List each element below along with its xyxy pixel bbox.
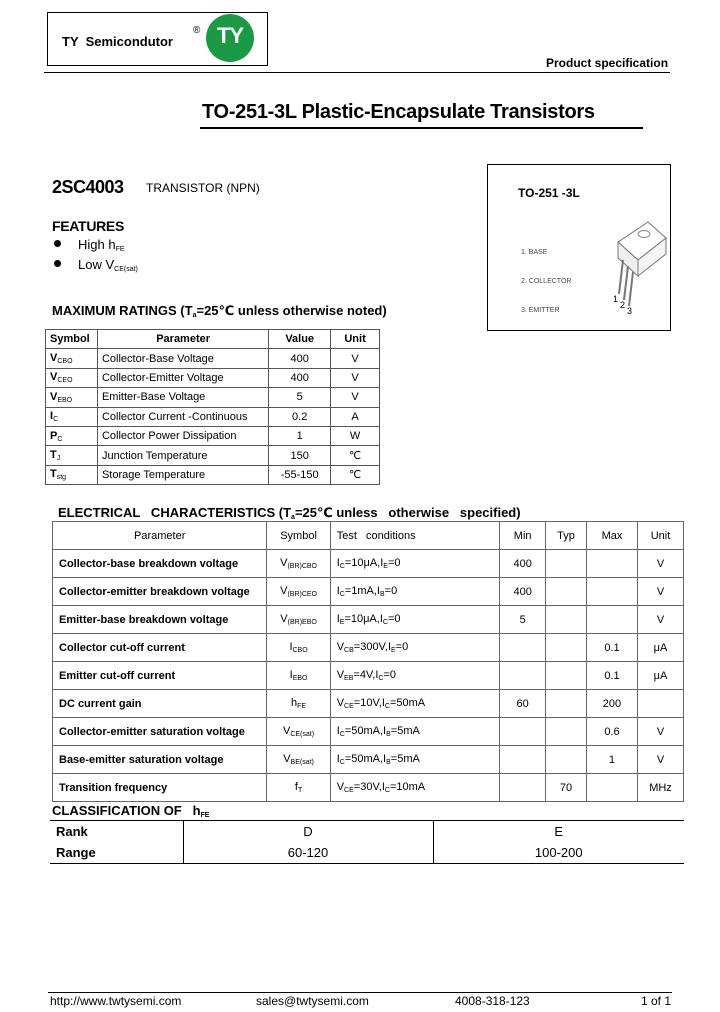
min-cell [500, 718, 546, 746]
parameter-cell: Base-emitter saturation voltage [53, 746, 267, 774]
logo-text: TY [216, 23, 244, 48]
header-cell: Value [269, 330, 331, 349]
package-title: TO-251 -3L [518, 186, 580, 200]
table-row [46, 407, 380, 426]
table-row [46, 388, 380, 407]
value-cell: 150 [269, 446, 331, 465]
typ-cell [546, 634, 587, 662]
unit-cell: V [331, 388, 380, 407]
table-row [53, 718, 684, 746]
table-row [53, 606, 684, 634]
condition-cell: $I_C=1mA,I_B=0$ [330, 578, 499, 606]
unit-cell: V [638, 606, 684, 634]
table-row [50, 821, 684, 843]
max-cell [586, 774, 637, 802]
footer-phone: 4008-318-123 [455, 994, 530, 1008]
header-cell: Test conditions [330, 522, 499, 550]
parameter-cell: Collector-emitter saturation voltage [53, 718, 267, 746]
condition-cell: $I_C=10\mu A,I_E=0$ [330, 550, 499, 578]
title-underline [200, 127, 643, 129]
symbol-cell: $V_{CE(sat)}$ [267, 718, 330, 746]
parameter-cell: Collector cut-off current [53, 634, 267, 662]
parameter-cell: Storage Temperature [97, 465, 268, 484]
table-row [53, 662, 684, 690]
condition-cell: $I_E=10\mu A,I_C=0$ [330, 606, 499, 634]
symbol-cell: $P_C$ [46, 426, 98, 445]
condition-cell: $V_{CE}=30V,I_C=10mA$ [330, 774, 499, 802]
header-cell: Min [500, 522, 546, 550]
parameter-cell: Collector-Emitter Voltage [97, 368, 268, 387]
range-d: 60-120 [183, 842, 433, 864]
typ-cell [546, 746, 587, 774]
feature-high-hfe: High $h_{FE}$ [78, 237, 125, 253]
electrical-table [52, 521, 684, 802]
footer-url-link[interactable]: http://www.twtysemi.com [50, 994, 182, 1008]
product-spec-label: Product specification [546, 56, 669, 70]
pin-label-collector: 2. COLLECTOR [521, 278, 572, 285]
min-cell [500, 634, 546, 662]
condition-cell: $I_C=50mA,I_B=5mA$ [330, 718, 499, 746]
unit-cell: V [638, 746, 684, 774]
symbol-cell: $I_{EBO}$ [267, 662, 330, 690]
electrical-title: ELECTRICAL CHARACTERISTICS ($T_a=25℃$ unless otherwise specified) [58, 505, 521, 521]
max-cell: 0.1 [586, 662, 637, 690]
header-cell: Parameter [53, 522, 267, 550]
parameter-cell: Emitter cut-off current [53, 662, 267, 690]
unit-cell: MHz [638, 774, 684, 802]
pin-number-3: 3 [627, 306, 633, 316]
table-row [46, 349, 380, 368]
unit-cell: V [331, 349, 380, 368]
parameter-cell: Emitter-Base Voltage [97, 388, 268, 407]
footer-divider [48, 992, 672, 993]
value-cell: 400 [269, 368, 331, 387]
unit-cell: μA [638, 634, 684, 662]
typ-cell [546, 606, 587, 634]
table-row [46, 426, 380, 445]
parameter-cell: Collector-Base Voltage [97, 349, 268, 368]
symbol-cell: $h_{FE}$ [267, 690, 330, 718]
parameter-cell: Collector-emitter breakdown voltage [53, 578, 267, 606]
symbol-cell: $T_J$ [46, 446, 98, 465]
header-cell: Unit [638, 522, 684, 550]
max-cell [586, 578, 637, 606]
max-cell: 1 [586, 746, 637, 774]
max-ratings-table [45, 329, 380, 485]
symbol-cell: $I_{CBO}$ [267, 634, 330, 662]
table-row [53, 774, 684, 802]
pin-number-2: 2 [620, 300, 626, 310]
condition-cell: $I_C=50mA,I_B=5mA$ [330, 746, 499, 774]
range-e: 100-200 [433, 842, 684, 864]
parameter-cell: Junction Temperature [97, 446, 268, 465]
symbol-cell: $I_C$ [46, 407, 98, 426]
max-ratings-title: MAXIMUM RATINGS ($T_a=25℃$ unless otherwise noted) [52, 303, 387, 319]
unit-cell: V [638, 550, 684, 578]
condition-cell: $V_{CB}=300V,I_E=0$ [330, 634, 499, 662]
rank-e: E [433, 821, 684, 843]
max-cell [586, 550, 637, 578]
unit-cell: V [638, 718, 684, 746]
header-cell: Typ [546, 522, 587, 550]
min-cell [500, 746, 546, 774]
range-label: Range [56, 845, 96, 860]
typ-cell [546, 662, 587, 690]
classification-title: CLASSIFICATION OF $h_{FE}$ [52, 803, 210, 819]
parameter-cell: Transition frequency [53, 774, 267, 802]
table-header-row [53, 522, 684, 550]
to251-package-icon [596, 214, 676, 318]
symbol-cell: $V_{(BR)EBO}$ [267, 606, 330, 634]
table-row [53, 746, 684, 774]
bullet-icon [54, 260, 61, 267]
value-cell: -55-150 [269, 465, 331, 484]
min-cell [500, 774, 546, 802]
header-cell: Parameter [97, 330, 268, 349]
table-row [46, 368, 380, 387]
parameter-cell: Emitter-base breakdown voltage [53, 606, 267, 634]
brand-name: TY Semicondutor [62, 34, 173, 49]
unit-cell: μA [638, 662, 684, 690]
header-cell: Unit [331, 330, 380, 349]
symbol-cell: $V_{CEO}$ [46, 368, 98, 387]
table-row [46, 465, 380, 484]
value-cell: 0.2 [269, 407, 331, 426]
typ-cell [546, 718, 587, 746]
table-row [46, 446, 380, 465]
symbol-cell: $V_{(BR)CBO}$ [267, 550, 330, 578]
condition-cell: $V_{CE}=10V,I_C=50mA$ [330, 690, 499, 718]
table-row [53, 578, 684, 606]
part-number: 2SC4003 [52, 177, 124, 197]
table-row [53, 690, 684, 718]
max-cell [586, 606, 637, 634]
pin-label-base: 1. BASE [521, 249, 548, 256]
value-cell: 5 [269, 388, 331, 407]
bullet-icon [54, 240, 61, 247]
symbol-cell: $V_{EBO}$ [46, 388, 98, 407]
feature-low-vcesat: Low $V_{CE(sat)}$ [78, 257, 138, 273]
condition-cell: $V_{EB}=4V,I_C=0$ [330, 662, 499, 690]
max-cell: 0.6 [586, 718, 637, 746]
header-divider [44, 72, 670, 73]
unit-cell [638, 690, 684, 718]
header-cell: Max [586, 522, 637, 550]
min-cell: 400 [500, 578, 546, 606]
parameter-cell: Collector Current -Continuous [97, 407, 268, 426]
footer-page: 1 of 1 [641, 994, 672, 1008]
typ-cell: 70 [546, 774, 587, 802]
header-cell: Symbol [267, 522, 330, 550]
parameter-cell: DC current gain [53, 690, 267, 718]
unit-cell: V [638, 578, 684, 606]
pin-number-1: 1 [613, 294, 619, 304]
symbol-cell: $V_{CBO}$ [46, 349, 98, 368]
rank-d: D [183, 821, 433, 843]
table-row [53, 550, 684, 578]
typ-cell [546, 690, 587, 718]
table-row [50, 842, 684, 864]
symbol-cell: $V_{(BR)CEO}$ [267, 578, 330, 606]
unit-cell: ℃ [331, 465, 380, 484]
symbol-cell: $f_T$ [267, 774, 330, 802]
part-description: TRANSISTOR (NPN) [146, 181, 260, 195]
unit-cell: ℃ [331, 446, 380, 465]
min-cell: 400 [500, 550, 546, 578]
classification-table [50, 820, 684, 864]
max-cell: 200 [586, 690, 637, 718]
unit-cell: V [331, 368, 380, 387]
header-cell: Symbol [46, 330, 98, 349]
unit-cell: W [331, 426, 380, 445]
parameter-cell: Collector-base breakdown voltage [53, 550, 267, 578]
value-cell: 1 [269, 426, 331, 445]
typ-cell [546, 550, 587, 578]
document-title: TO-251-3L Plastic-Encapsulate Transistors [202, 101, 595, 123]
max-cell: 0.1 [586, 634, 637, 662]
value-cell: 400 [269, 349, 331, 368]
min-cell [500, 662, 546, 690]
symbol-cell: $T_{stg}$ [46, 465, 98, 484]
parameter-cell: Collector Power Dissipation [97, 426, 268, 445]
registered-mark: ® [193, 25, 201, 36]
unit-cell: A [331, 407, 380, 426]
min-cell: 60 [500, 690, 546, 718]
table-header-row [46, 330, 380, 349]
rank-label: Rank [56, 824, 88, 839]
symbol-cell: $V_{BE(sat)}$ [267, 746, 330, 774]
table-row [53, 634, 684, 662]
pin-label-emitter: 3. EMITTER [521, 307, 560, 314]
features-title: FEATURES [52, 218, 125, 234]
min-cell: 5 [500, 606, 546, 634]
footer-email-link[interactable]: sales@twtysemi.com [256, 994, 369, 1008]
typ-cell [546, 578, 587, 606]
